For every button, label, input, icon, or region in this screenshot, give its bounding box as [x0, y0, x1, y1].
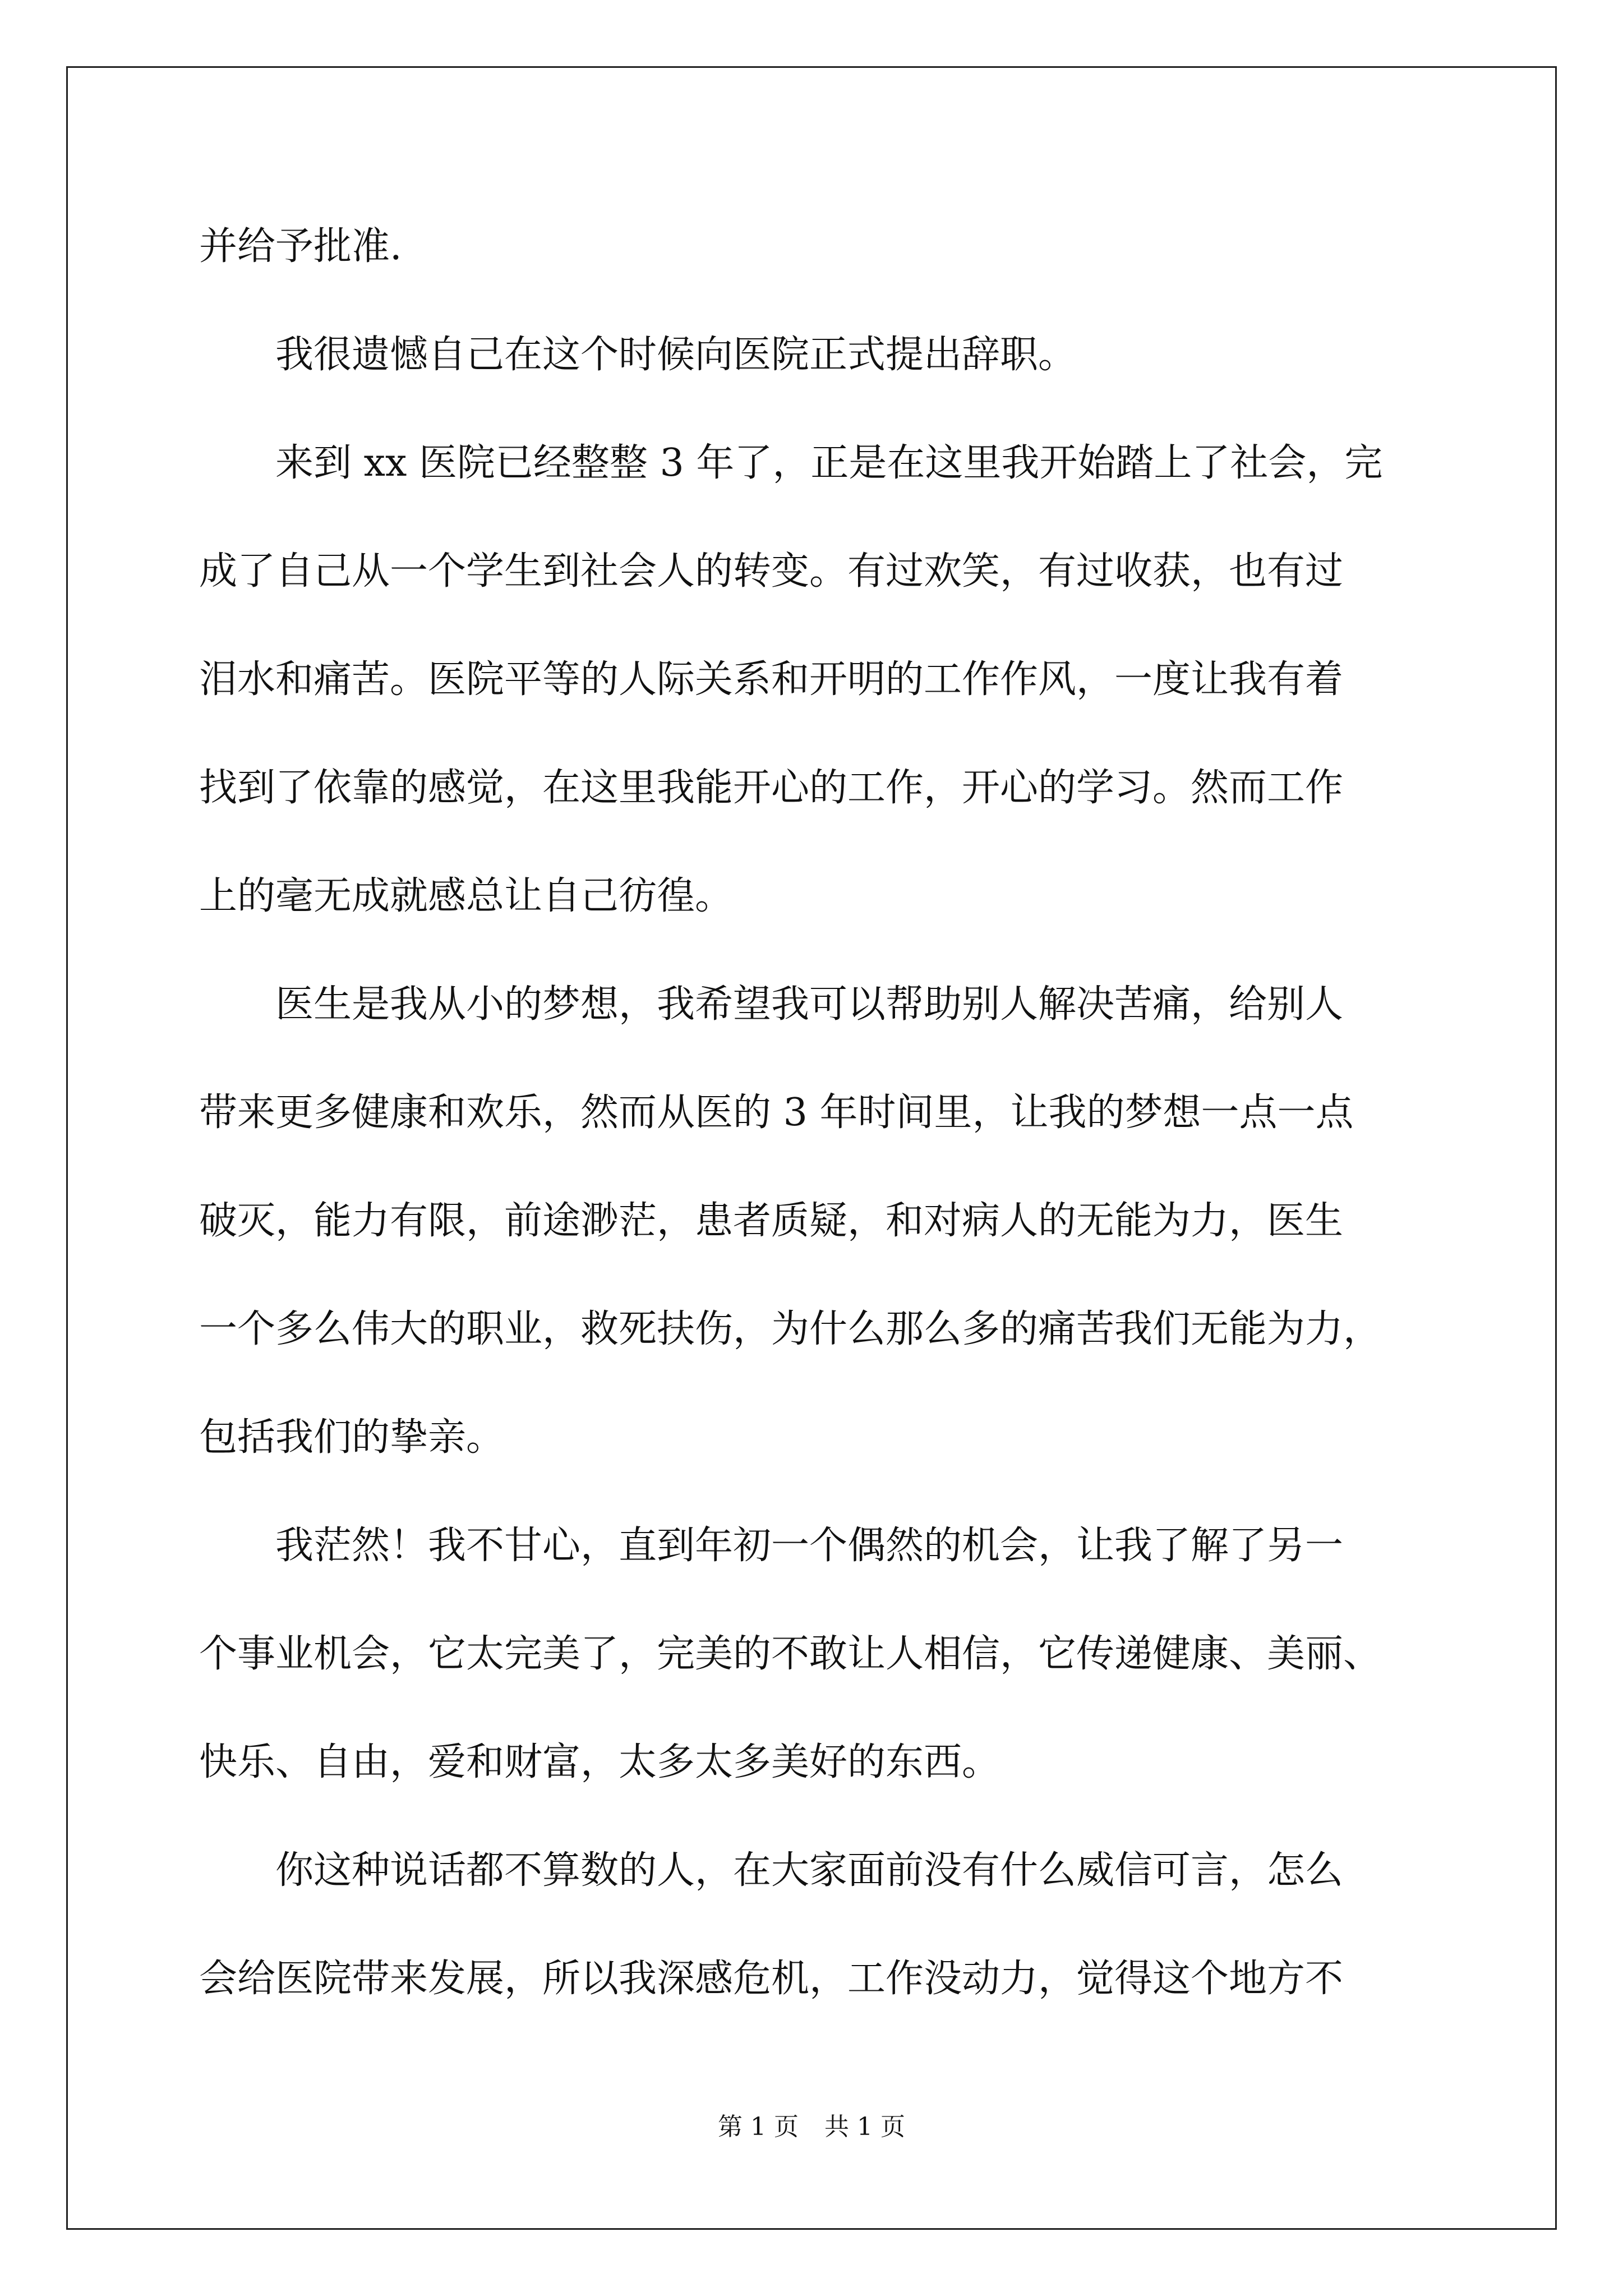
- text-line: 个事业机会，它太完美了，完美的不敢让人相信，它传递健康、美丽、: [199, 1632, 1382, 1676]
- page-number-current: 第 1 页: [718, 2113, 799, 2141]
- text-line: 一个多么伟大的职业，救死扶伤，为什么那么多的痛苦我们无能为力，: [199, 1307, 1382, 1351]
- text-line: 来到 xx 医院已经整整 3 年了，正是在这里我开始踏上了社会，完: [199, 441, 1383, 485]
- text-line: 我很遗憾自己在这个时候向医院正式提出辞职。: [199, 333, 1077, 377]
- text-line: 成了自己从一个学生到社会人的转变。有过欢笑，有过收获，也有过: [199, 549, 1344, 593]
- page-border: [66, 66, 1557, 2230]
- text-line: 带来更多健康和欢乐，然而从医的 3 年时间里，让我的梦想一点一点: [199, 1091, 1354, 1135]
- text-line: 快乐、自由，爱和财富，太多太多美好的东西。: [199, 1740, 1000, 1784]
- page-footer: [0, 2110, 1623, 2144]
- text-line: 我茫然！我不甘心，直到年初一个偶然的机会，让我了解了另一: [199, 1524, 1344, 1568]
- text-line: 并给予批准.: [199, 224, 402, 269]
- text-line: 包括我们的挚亲。: [199, 1415, 505, 1460]
- text-line: 你这种说话都不算数的人，在大家面前没有什么威信可言，怎么: [199, 1848, 1344, 1893]
- text-line: 医生是我从小的梦想，我希望我可以帮助别人解决苦痛，给别人: [199, 982, 1344, 1027]
- text-line: 找到了依靠的感觉，在这里我能开心的工作，开心的学习。然而工作: [199, 766, 1344, 810]
- text-line: 泪水和痛苦。医院平等的人际关系和开明的工作作风，一度让我有着: [199, 657, 1344, 702]
- text-line: 会给医院带来发展，所以我深感危机，工作没动力，觉得这个地方不: [199, 1957, 1344, 2001]
- text-line: 上的毫无成就感总让自己彷徨。: [199, 874, 734, 918]
- page-number-total: 共 1 页: [824, 2113, 905, 2141]
- text-line: 破灭，能力有限，前途渺茫，患者质疑，和对病人的无能为力，医生: [199, 1199, 1344, 1243]
